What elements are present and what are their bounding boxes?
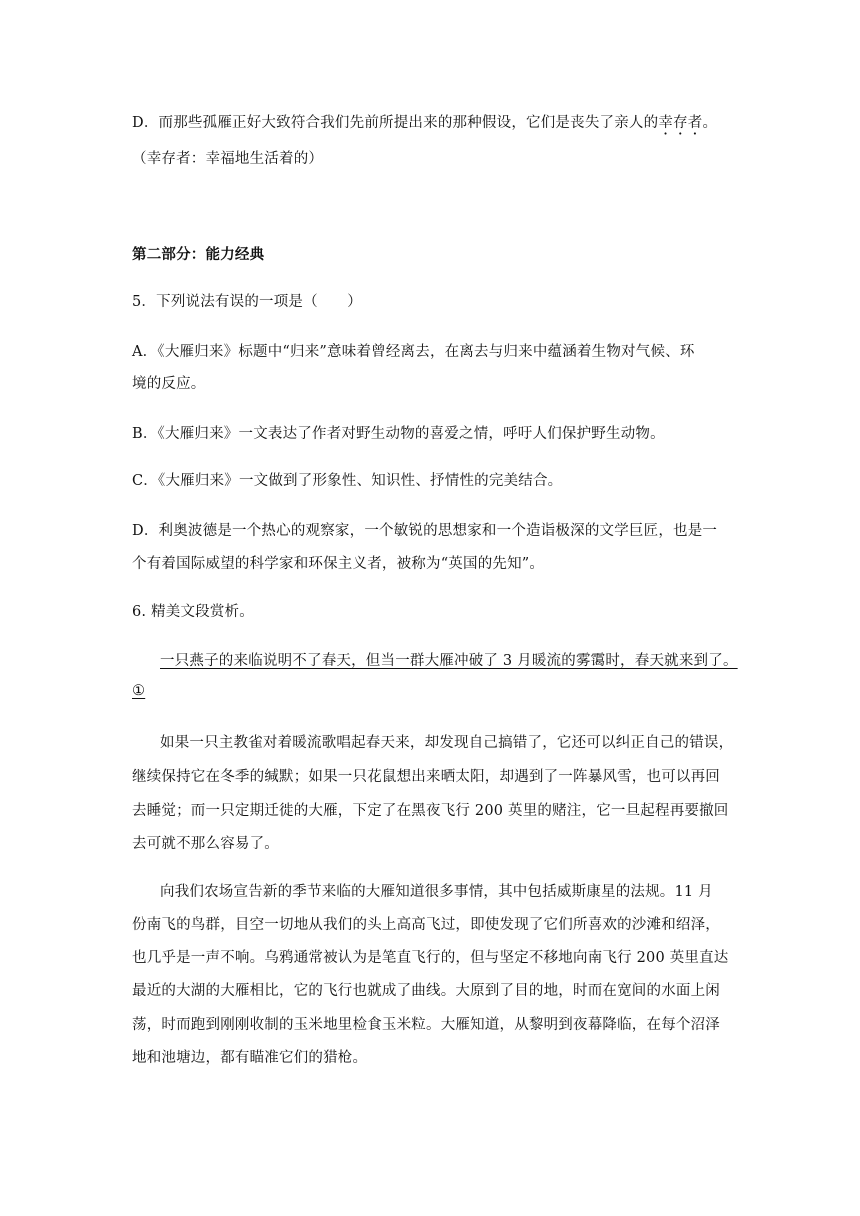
question-5-stem: 5．下列说法有误的一项是（ ）	[132, 294, 362, 310]
section-title: 第二部分：能力经典	[132, 247, 265, 263]
emph-char: 者	[687, 115, 703, 131]
emph-char: 存	[673, 115, 688, 131]
question-5-option-d-line-2: 个有着国际威望的科学家和环保主义者，被称为“英国的先知”。	[132, 556, 545, 572]
question-5-option-d-line-1: D．利奥波德是一个热心的观察家，一个敏锐的思想家和一个造诣极深的文学巨匠，也是一	[132, 523, 718, 539]
passage-p1-line-1: 一只燕子的来临说明不了春天，但当一群大雁冲破了 3 月暖流的雾霭时，春天就来到了。	[160, 653, 738, 669]
option-d-line-1	[132, 111, 717, 132]
question-5-option-a-line-2: 境的反应。	[132, 376, 206, 392]
question-5-option-c: C．《大雁归来》一文做到了形象性、知识性、抒情性的完美结合。	[132, 473, 563, 489]
question-5-option-b: B．《大雁归来》一文表达了作者对野生动物的喜爱之情，呼吁人们保护野生动物。	[132, 426, 665, 442]
passage-p3-line-4: 最近的大湖的大雁相比，它的飞行也就成了曲线。大原到了目的地，时而在宽间的水面上闲	[132, 983, 720, 999]
emphasized-word	[658, 115, 702, 131]
option-d-line-2: （幸存者：幸福地生活着的）	[132, 151, 324, 167]
question-6-stem: 6. 精美文段赏析。	[132, 604, 254, 620]
passage-p2-line-3: 去睡觉；而一只定期迁徙的大雁，下定了在黑夜飞行 200 英里的赌注，它一旦起程再要撤回	[132, 803, 729, 819]
option-d-text: D．而那些孤雁正好大致符合我们先前所提出来的那种假设，它们是丧失了亲人的	[132, 115, 659, 131]
passage-p2-line-1: 如果一只主教雀对着暖流歌唱起春天来，却发现自己搞错了，它还可以纠正自己的错误，	[160, 735, 734, 751]
option-d-suffix: 。	[702, 115, 718, 131]
passage-p3-line-6: 地和池塘边，都有瞄准它们的猎枪。	[132, 1050, 368, 1066]
passage-p1-marker: ①	[132, 683, 146, 699]
passage-p2-line-2: 继续保持它在冬季的缄默；如果一只花鼠想出来晒太阳，却遇到了一阵暴风雪，也可以再回	[132, 769, 720, 785]
passage-p2-line-4: 去可就不那么容易了。	[132, 836, 279, 852]
passage-p3-line-3: 也几乎是一声不响。乌鸦通常被认为是笔直飞行的，但与坚定不移地向南飞行 200 英里直达	[132, 950, 729, 966]
question-5-option-a-line-1: A．《大雁归来》标题中“归来”意味着曾经离去，在离去与归来中蕴涵着生物对气候、环	[132, 344, 695, 360]
passage-p3-line-1: 向我们农场宣告新的季节来临的大雁知道很多事情，其中包括威斯康星的法规。11 月	[160, 884, 713, 900]
passage-p3-line-2: 份南飞的鸟群，目空一切地从我们的头上高高飞过，即使发现了它们所喜欢的沙滩和绍泽，	[132, 917, 720, 933]
emph-char: 幸	[658, 115, 674, 131]
passage-p3-line-5: 荡，时而跑到刚刚收制的玉米地里检食玉米粒。大雁知道，从黎明到夜幕降临，在每个沼泽	[132, 1017, 720, 1033]
